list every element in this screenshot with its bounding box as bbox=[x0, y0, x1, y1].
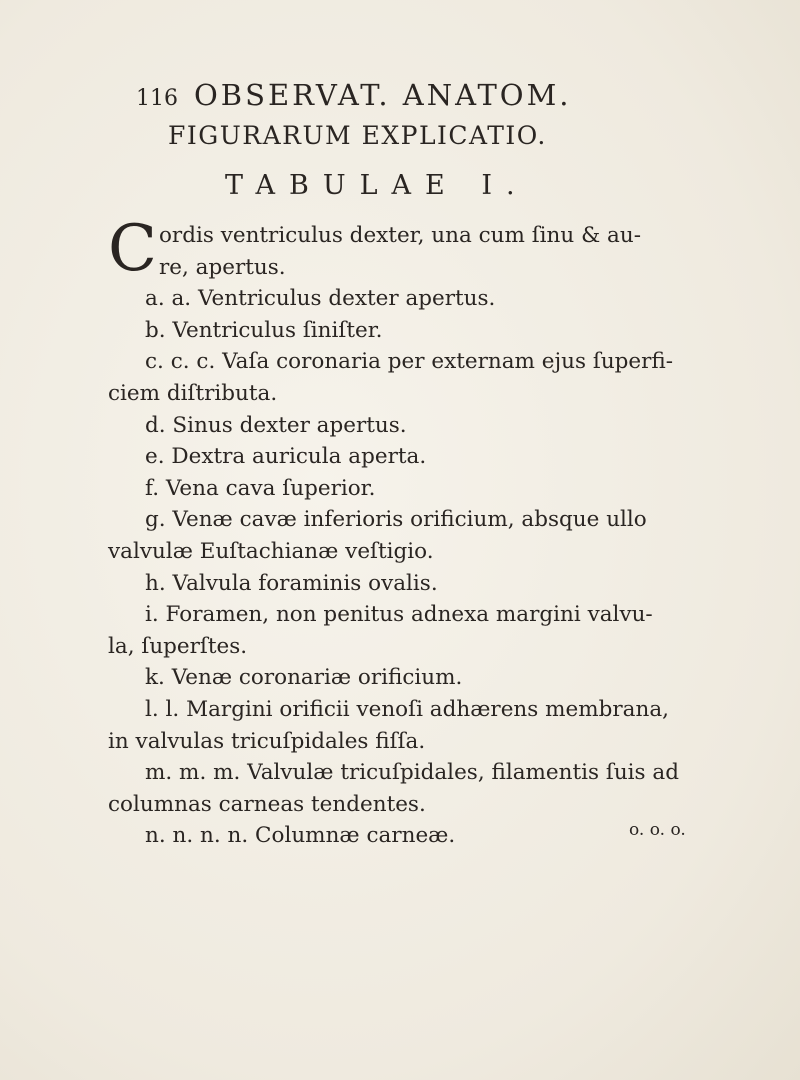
section-subtitle: TABULAE I. bbox=[225, 170, 529, 201]
text-line: g. Venæ cavæ inferioris orificium, absque ullo bbox=[145, 507, 647, 533]
text-line: h. Valvula foraminis ovalis. bbox=[145, 570, 438, 596]
page-number: 116 bbox=[136, 86, 178, 111]
text-line: m. m. m. Valvulæ tricuſpidales, filamentis ſuis ad bbox=[145, 760, 679, 786]
text-line: l. l. Margini orificii venoſi adhærens membrana, bbox=[145, 696, 669, 722]
text-line: a. a. Ventriculus dexter apertus. bbox=[145, 286, 496, 312]
page-title: FIGURARUM EXPLICATIO. bbox=[168, 121, 547, 150]
text-line: b. Ventriculus ſiniſter. bbox=[145, 317, 383, 343]
text-line: f. Vena cava ſuperior. bbox=[145, 475, 376, 501]
text-line: c. c. c. Vaſa coronaria per externam ejus ſuperfi- bbox=[145, 349, 674, 375]
drop-cap: C bbox=[108, 212, 157, 286]
text-line: valvulæ Euſtachianæ veſtigio. bbox=[108, 538, 434, 564]
text-line: columnas carneas tendentes. bbox=[108, 791, 426, 817]
text-line: la, ſuperſtes. bbox=[108, 633, 248, 659]
text-line: i. Foramen, non penitus adnexa margini valvu- bbox=[145, 602, 653, 628]
explanation-text bbox=[108, 212, 720, 852]
text-line: k. Venæ coronariæ orificium. bbox=[145, 665, 463, 691]
running-title: OBSERVAT. ANATOM. bbox=[194, 78, 572, 112]
text-line: in valvulas tricuſpidales fiſſa. bbox=[108, 728, 426, 754]
text-line: e. Dextra auricula aperta. bbox=[145, 444, 427, 470]
text-line: re, apertus. bbox=[158, 254, 286, 280]
text-line: ciem diſtributa. bbox=[108, 380, 278, 406]
catchword: o. o. o. bbox=[629, 820, 686, 840]
running-head bbox=[136, 78, 571, 112]
text-line: n. n. n. n. Columnæ carneæ. bbox=[145, 823, 456, 849]
text-line: d. Sinus dexter apertus. bbox=[145, 412, 407, 438]
text-line: ordis ventriculus dexter, una cum ſinu & au- bbox=[158, 223, 641, 248]
